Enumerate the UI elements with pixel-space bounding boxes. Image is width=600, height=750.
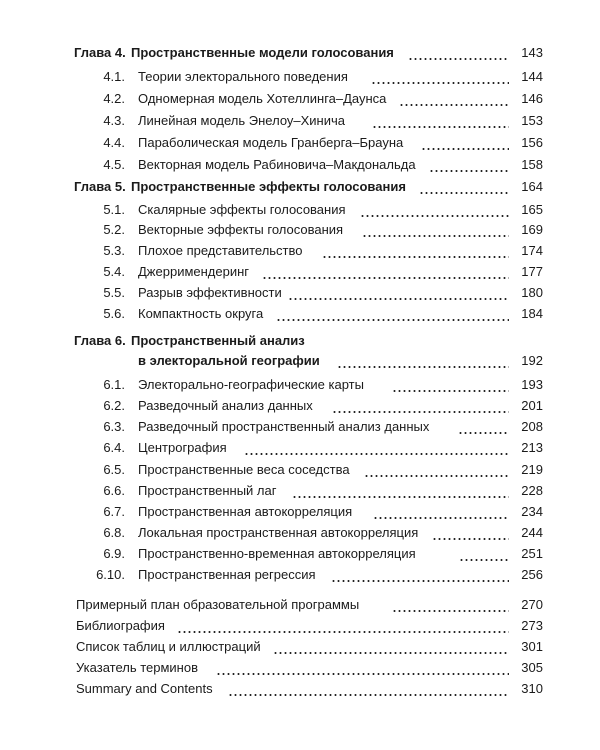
appendix-title: Библиография: [76, 618, 165, 633]
chapter-4-heading[interactable]: [0, 43, 600, 63]
section-title: Разведочный пространственный анализ данных: [138, 419, 430, 434]
chapter-4-label: Глава 4.: [74, 45, 126, 60]
page-number: 174: [521, 243, 543, 258]
section-number: 5.6.: [103, 306, 125, 321]
dot-leader: [364, 460, 509, 480]
section-number: 6.3.: [103, 419, 125, 434]
toc-section-5-1[interactable]: [0, 200, 600, 220]
dot-leader: [392, 375, 509, 395]
dot-leader: [373, 502, 509, 522]
chapter-5-title: Пространственные эффекты голосования: [131, 179, 406, 194]
section-number: 4.3.: [103, 113, 125, 128]
toc-section-6-2[interactable]: [0, 396, 600, 416]
section-number: 6.2.: [103, 398, 125, 413]
chapter-6-label: Глава 6.: [74, 333, 126, 348]
page-number: 165: [521, 202, 543, 217]
toc-appendix-summary[interactable]: [0, 679, 600, 699]
toc-section-4-2[interactable]: [0, 89, 600, 109]
section-number: 6.9.: [103, 546, 125, 561]
page-number: 244: [521, 525, 543, 540]
toc-section-4-3[interactable]: [0, 111, 600, 131]
page-number: 180: [521, 285, 543, 300]
appendix-title: Указатель терминов: [76, 660, 198, 675]
section-number: 5.2.: [103, 222, 125, 237]
section-number: 4.1.: [103, 69, 125, 84]
dot-leader: [372, 111, 509, 131]
section-title: Разрыв эффективности: [138, 285, 282, 300]
dot-leader: [421, 133, 509, 153]
section-title: Центрография: [138, 440, 227, 455]
section-title: Пространственный лаг: [138, 483, 277, 498]
chapter-5-heading[interactable]: [0, 177, 600, 197]
page-number: 213: [521, 440, 543, 455]
page-number: 301: [521, 639, 543, 654]
chapter-6-heading[interactable]: [0, 331, 600, 351]
section-title: Джерримендеринг: [138, 264, 250, 279]
toc-section-6-8[interactable]: [0, 523, 600, 543]
page-number: 201: [521, 398, 543, 413]
dot-leader: [244, 438, 509, 458]
dot-leader: [331, 565, 509, 585]
toc-section-6-4[interactable]: [0, 438, 600, 458]
dot-leader: [419, 177, 509, 197]
section-title: Электорально-географические карты: [138, 377, 364, 392]
chapter-6-heading-cont[interactable]: [0, 351, 600, 371]
section-number: 6.10.: [96, 567, 125, 582]
toc-appendix-tables-illustrations[interactable]: [0, 637, 600, 657]
section-title: Локальная пространственная автокорреляция: [138, 525, 419, 540]
section-number: 6.5.: [103, 462, 125, 477]
section-number: 5.3.: [103, 243, 125, 258]
section-title: Теории электорального поведения: [138, 69, 348, 84]
section-title: Пространственно-временная автокорреляция: [138, 546, 416, 561]
section-number: 5.5.: [103, 285, 125, 300]
dot-leader: [216, 658, 509, 678]
section-title: Разведочный анализ данных: [138, 398, 313, 413]
chapter-6-title: Пространственный анализ: [131, 333, 305, 348]
toc-section-6-3[interactable]: [0, 417, 600, 437]
toc-appendix-term-index[interactable]: [0, 658, 600, 678]
section-number: 6.7.: [103, 504, 125, 519]
dot-leader: [432, 523, 509, 543]
dot-leader: [458, 417, 509, 437]
page-number: 256: [521, 567, 543, 582]
chapter-5-label: Глава 5.: [74, 179, 126, 194]
section-title: Пространственная автокорреляция: [138, 504, 353, 519]
dot-leader: [408, 43, 509, 63]
toc-section-4-5[interactable]: [0, 155, 600, 175]
section-title: Одномерная модель Хотеллинга–Даунса: [138, 91, 387, 106]
chapter-6-title-line2: в электоральной географии: [138, 353, 320, 368]
toc-section-4-1[interactable]: [0, 67, 600, 87]
page-number: 192: [521, 353, 543, 368]
section-title: Компактность округа: [138, 306, 264, 321]
appendix-title: Summary and Contents: [76, 681, 213, 696]
section-title: Плохое представительство: [138, 243, 303, 258]
dot-leader: [228, 679, 509, 699]
toc-section-5-3[interactable]: [0, 241, 600, 261]
section-title: Векторные эффекты голосования: [138, 222, 344, 237]
toc-section-5-6[interactable]: [0, 304, 600, 324]
dot-leader: [392, 595, 509, 615]
toc-section-6-6[interactable]: [0, 481, 600, 501]
appendix-title: Примерный план образовательной программы: [76, 597, 360, 612]
toc-section-4-4[interactable]: [0, 133, 600, 153]
section-number: 5.4.: [103, 264, 125, 279]
toc-section-5-2[interactable]: [0, 220, 600, 240]
section-title: Векторная модель Рабиновича–Макдональда: [138, 157, 416, 172]
toc-appendix-bibliography[interactable]: [0, 616, 600, 636]
dot-leader: [360, 200, 509, 220]
page-number: 143: [521, 45, 543, 60]
dot-leader: [399, 89, 509, 109]
page-number: 158: [521, 157, 543, 172]
dot-leader: [371, 67, 509, 87]
toc-section-6-7[interactable]: [0, 502, 600, 522]
page-number: 273: [521, 618, 543, 633]
dot-leader: [322, 241, 509, 261]
section-title: Параболическая модель Гранберга–Брауна: [138, 135, 404, 150]
dot-leader: [177, 616, 509, 636]
toc-section-5-4[interactable]: [0, 262, 600, 282]
dot-leader: [262, 262, 509, 282]
toc-section-6-1[interactable]: [0, 375, 600, 395]
section-number: 6.6.: [103, 483, 125, 498]
dot-leader: [288, 283, 509, 303]
page-number: 251: [521, 546, 543, 561]
section-title: Пространственные веса соседства: [138, 462, 350, 477]
page-number: 144: [521, 69, 543, 84]
page-number: 234: [521, 504, 543, 519]
dot-leader: [459, 544, 509, 564]
page-number: 153: [521, 113, 543, 128]
section-number: 4.5.: [103, 157, 125, 172]
section-number: 6.1.: [103, 377, 125, 392]
section-number: 4.2.: [103, 91, 125, 106]
dot-leader: [276, 304, 509, 324]
page-number: 164: [521, 179, 543, 194]
page-number: 184: [521, 306, 543, 321]
section-number: 6.8.: [103, 525, 125, 540]
page-number: 146: [521, 91, 543, 106]
dot-leader: [273, 637, 509, 657]
section-title: Скалярные эффекты голосования: [138, 202, 346, 217]
toc-appendix-program-plan[interactable]: [0, 595, 600, 615]
page-number: 177: [521, 264, 543, 279]
toc-section-6-9[interactable]: [0, 544, 600, 564]
toc-section-6-5[interactable]: [0, 460, 600, 480]
page-number: 156: [521, 135, 543, 150]
dot-leader: [292, 481, 509, 501]
page-number: 228: [521, 483, 543, 498]
page-number: 305: [521, 660, 543, 675]
dot-leader: [429, 155, 509, 175]
dot-leader: [362, 220, 509, 240]
dot-leader: [332, 396, 509, 416]
page-number: 219: [521, 462, 543, 477]
toc-section-5-5[interactable]: [0, 283, 600, 303]
section-number: 4.4.: [103, 135, 125, 150]
page-number: 169: [521, 222, 543, 237]
chapter-4-title: Пространственные модели голосования: [131, 45, 394, 60]
section-title: Пространственная регрессия: [138, 567, 316, 582]
page-number: 310: [521, 681, 543, 696]
section-number: 5.1.: [103, 202, 125, 217]
appendix-title: Список таблиц и иллюстраций: [76, 639, 261, 654]
page-number: 193: [521, 377, 543, 392]
section-title: Линейная модель Энелоу–Хинича: [138, 113, 346, 128]
page-number: 208: [521, 419, 543, 434]
section-number: 6.4.: [103, 440, 125, 455]
page-number: 270: [521, 597, 543, 612]
toc-section-6-10[interactable]: [0, 565, 600, 585]
dot-leader: [337, 351, 509, 371]
